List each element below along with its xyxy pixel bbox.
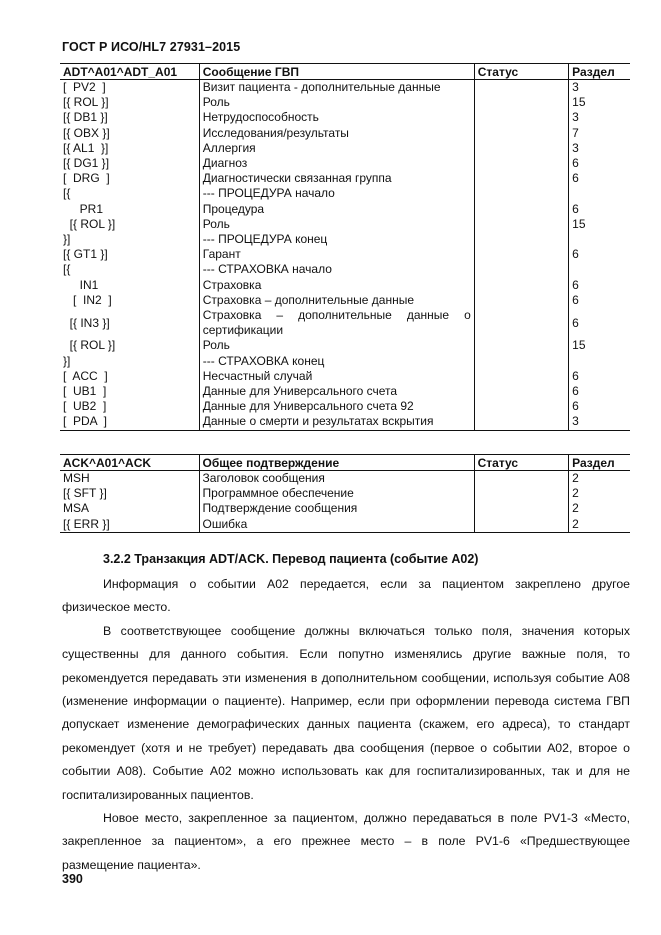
segment-cell: [{ ROL }] [63,338,116,353]
chapter-cell [569,354,630,369]
paragraph: В соответствующее сообщение должны включаться только поля, значения которых существенны для данного события. Если попутно изменялись другие важные поля, то рекомендуется передавать эти изменения в дополнительном сообщении, используя событие A08 (изменение информации о пациенте). Например, если при оформлении перевода система ГВП допускает изменение демографических данных пациента (скажем, его адреса), то стандарт рекомендует (хотя и не требует) передавать два сообщения (первое о событии A02, второе о событии A08). Событие A02 можно использовать как для госпитализированных, так и для не госпитализированных пациентов. [62,623,630,802]
column-header-status: Статус [474,64,568,80]
status-cell [474,217,568,232]
column-header-description: Сообщение ГВП [199,64,474,80]
description-cell: Несчастный случай [199,369,474,384]
table-row [60,262,630,277]
segment-cell: [{ DG1 }] [63,156,110,171]
status-cell [474,202,568,217]
description-cell: Заголовок сообщения [199,471,474,487]
table-row [60,156,630,171]
status-cell [474,232,568,247]
segment-cell: [{ ERR }] [60,517,199,533]
chapter-cell: 2 [569,501,630,516]
description-cell: Визит пациента - дополнительные данные [199,80,474,96]
status-cell [474,486,568,501]
description-cell: Данные для Универсального счета 92 [199,399,474,414]
description-cell: Нетрудоспособность [199,110,474,125]
table-row [60,141,630,156]
adt-a01-segment-table [60,63,630,431]
segment-cell: [{ SFT }] [63,486,107,501]
segment-cell: [{ AL1 }] [63,140,109,155]
segment-cell: MSH [63,471,90,485]
chapter-cell: 3 [569,80,630,96]
paragraph: Новое место, закрепленное за пациентом, должно передаваться в поле PV1-3 «Место, закрепленное за пациентом», а его прежнее место – в поле PV1-6 «Предшествующее размещение пациента». [62,811,630,872]
description-cell: Страховка – дополнительные данные о сертификации [199,308,474,338]
description-cell: --- ПРОЦЕДУРА начало [199,186,474,201]
column-header-status: Статус [474,455,568,471]
segment-cell: [{ OBX }] [63,125,110,140]
table-header-row [60,455,630,471]
status-cell [474,186,568,201]
status-cell [474,501,568,516]
table-row [60,501,630,516]
column-header-message-structure: ACK^A01^ACK [60,455,199,471]
status-cell [474,247,568,262]
chapter-cell: 6 [569,369,630,384]
segment-cell: [{ [63,262,71,277]
chapter-cell: 15 [569,95,630,110]
description-cell: Программное обеспечение [199,486,474,501]
column-header-description: Общее подтверждение [199,455,474,471]
status-cell [474,293,568,308]
segment-cell: [{ ROL }] [63,216,116,231]
page-number: 390 [62,872,83,886]
segment-cell: [{ GT1 }] [63,247,108,262]
chapter-cell: 6 [569,247,630,262]
table-row [60,95,630,110]
column-header-message-structure: ADT^A01^ADT_A01 [60,64,199,80]
segment-cell: [ DRG ] [63,171,110,186]
section-heading: 3.2.2 Транзакция ADT/ACK. Перевод пациента (событие A02) [103,552,479,566]
description-cell: Исследования/результаты [199,126,474,141]
table-row [60,354,630,369]
status-cell [474,171,568,186]
table-row [60,171,630,186]
description-cell: Гарант [199,247,474,262]
chapter-cell: 15 [569,217,630,232]
segment-cell: [{ ROL }] [63,95,109,110]
description-cell: Роль [199,95,474,110]
status-cell [474,354,568,369]
table-row [60,278,630,293]
chapter-cell: 15 [569,338,630,353]
status-cell [474,80,568,96]
paragraph: Информация о событии A02 передается, если за пациентом закреплено другое физическое место. [62,577,630,615]
segment-cell: [ PDA ] [60,414,199,430]
status-cell [474,262,568,277]
segment-cell: }] [63,353,71,368]
status-cell [474,399,568,414]
chapter-cell [569,186,630,201]
chapter-cell: 2 [569,471,630,487]
description-cell: Диагноз [199,156,474,171]
column-header-chapter: Раздел [569,455,630,471]
description-cell: Процедура [199,202,474,217]
table-row [60,369,630,384]
table-row [60,486,630,501]
segment-cell: [{ [63,186,71,201]
chapter-cell: 6 [569,278,630,293]
segment-cell: [{ IN3 }] [63,315,110,330]
segment-cell: }] [63,232,71,247]
description-cell: Ошибка [199,517,474,533]
table-row [60,338,630,353]
chapter-cell [569,262,630,277]
table-header-row [60,64,630,80]
adt-a01-table-body [60,80,630,431]
ack-a01-table-body [60,471,630,533]
segment-cell: [ PV2 ] [63,80,106,94]
table-row [60,384,630,399]
status-cell [474,141,568,156]
status-cell [474,156,568,171]
table-row [60,232,630,247]
status-cell [474,369,568,384]
segment-cell: [ ACC ] [63,368,108,383]
description-cell: Страховка – дополнительные данные [199,293,474,308]
description-cell: --- СТРАХОВКА конец [199,354,474,369]
chapter-cell: 3 [569,414,630,430]
status-cell [474,384,568,399]
description-cell: Диагностически связанная группа [199,171,474,186]
table-row [60,126,630,141]
description-cell: --- СТРАХОВКА начало [199,262,474,277]
chapter-cell: 2 [569,486,630,501]
document-header: ГОСТ Р ИСО/HL7 27931–2015 [62,40,241,54]
column-header-chapter: Раздел [569,64,630,80]
segment-cell: IN1 [63,277,99,292]
table-row [60,399,630,414]
chapter-cell: 6 [569,293,630,308]
status-cell [474,110,568,125]
table-row [60,293,630,308]
description-cell: Подтверждение сообщения [199,501,474,516]
status-cell [474,414,568,430]
description-cell: Данные для Универсального счета [199,384,474,399]
segment-cell: PR1 [63,201,104,216]
description-cell: --- ПРОЦЕДУРА конец [199,232,474,247]
status-cell [474,95,568,110]
description-cell: Роль [199,217,474,232]
segment-cell: MSA [63,501,90,516]
status-cell [474,338,568,353]
chapter-cell: 7 [569,126,630,141]
status-cell [474,517,568,533]
table-row [60,308,630,338]
table-row [60,247,630,262]
description-cell: Данные о смерти и результатах вскрытия [199,414,474,430]
chapter-cell: 6 [569,171,630,186]
description-cell: Страховка [199,278,474,293]
status-cell [474,308,568,338]
status-cell [474,278,568,293]
chapter-cell: 6 [569,156,630,171]
table-row [60,471,630,487]
chapter-cell: 6 [569,308,630,338]
table-row [60,202,630,217]
chapter-cell: 3 [569,141,630,156]
segment-cell: [ UB2 ] [63,399,107,414]
table-row [60,110,630,125]
chapter-cell: 6 [569,202,630,217]
status-cell [474,471,568,487]
table-row [60,217,630,232]
segment-cell: [ UB1 ] [63,384,107,399]
chapter-cell: 6 [569,384,630,399]
segment-cell: [{ DB1 }] [63,110,108,125]
description-cell: Аллергия [199,141,474,156]
table-row [60,414,630,430]
section-body [62,573,630,877]
table-row [60,186,630,201]
chapter-cell: 3 [569,110,630,125]
status-cell [474,126,568,141]
description-cell: Роль [199,338,474,353]
chapter-cell: 6 [569,399,630,414]
table-row [60,517,630,533]
chapter-cell: 2 [569,517,630,533]
chapter-cell [569,232,630,247]
segment-cell: [ IN2 ] [63,292,112,307]
ack-a01-segment-table [60,454,630,533]
table-row [60,80,630,96]
